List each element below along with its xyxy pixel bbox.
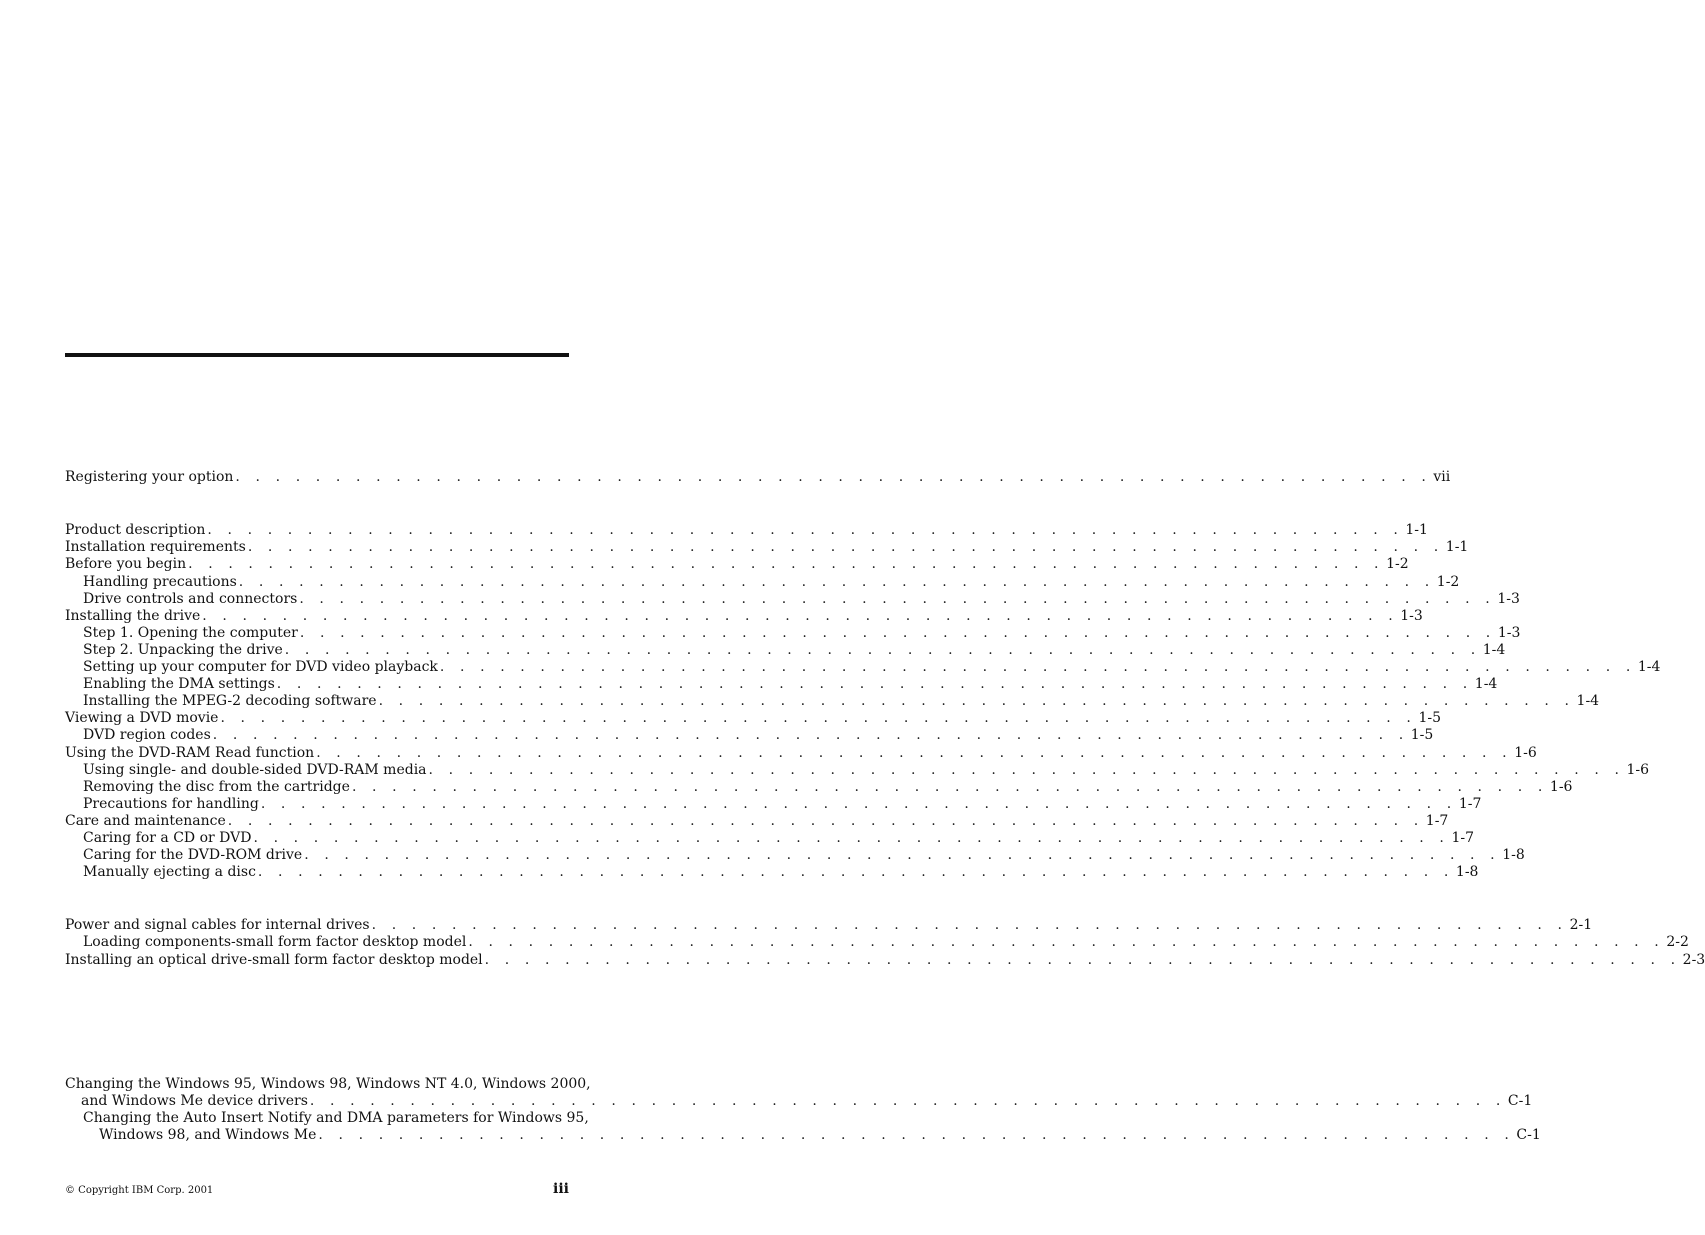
toc-entry-page: 2-1 <box>1569 917 1593 933</box>
toc-entry-dvd-video-playback[interactable] <box>83 659 1661 676</box>
toc-entry-page: 1-4 <box>1576 693 1600 709</box>
toc-entry-title: Precautions for handling <box>83 796 259 812</box>
toc-entry-page: 1-3 <box>1497 625 1521 641</box>
toc-entry-dvd-ram-read[interactable] <box>65 745 1537 762</box>
toc-entry-dvd-region-codes[interactable] <box>83 727 1434 744</box>
toc-entry-page: C-1 <box>1507 1093 1533 1109</box>
toc-entry-drive-controls[interactable] <box>83 591 1520 608</box>
dot-leader: . . . . . . . . . . . . . . . . . . . . . . . . . . . . . . . . . . . . . . . . . . . . . . . . . . . . . . . . . . . . <box>378 693 1575 709</box>
toc-entry-changing-windows-drivers[interactable]: Changing the Windows 95, Windows 98, Windows NT 4.0, Windows 2000, <box>65 1076 591 1092</box>
dot-leader: . . . . . . . . . . . . . . . . . . . . . . . . . . . . . . . . . . . . . . . . . . . . . . . . . . . . . . . . . . . . <box>351 779 1548 795</box>
dot-leader: . . . . . . . . . . . . . . . . . . . . . . . . . . . . . . . . . . . . . . . . . . . . . . . . . . . . . . . . . . . . <box>227 813 1424 829</box>
dot-leader: . . . . . . . . . . . . . . . . . . . . . . . . . . . . . . . . . . . . . . . . . . . . . . . . . . . . . . . . . . . . <box>238 574 1435 590</box>
toc-entry-page: C-1 <box>1516 1127 1541 1143</box>
toc-entry-title: Installing the drive <box>65 608 201 624</box>
dot-leader: . . . . . . . . . . . . . . . . . . . . . . . . . . . . . . . . . . . . . . . . . . . . . . . . . . . . . . . . . . . . <box>318 1127 1515 1143</box>
toc-entry-title: Using single- and double-sided DVD-RAM media <box>83 762 427 778</box>
toc-entry-step-1[interactable] <box>83 625 1521 642</box>
toc-entry-dvd-ram-media[interactable] <box>83 762 1650 779</box>
toc-entry-page: 1-3 <box>1400 608 1423 624</box>
toc-entry-caring-dvd-rom[interactable] <box>83 847 1525 864</box>
dot-leader: . . . . . . . . . . . . . . . . . . . . . . . . . . . . . . . . . . . . . . . . . . . . . . . . . . . . . . . . . . . . <box>428 762 1625 778</box>
toc-entry-title: Enabling the DMA settings <box>83 676 275 692</box>
toc-entry-manually-ejecting[interactable] <box>83 864 1479 881</box>
toc-entry-title: DVD region codes <box>83 727 211 743</box>
dot-leader: . . . . . . . . . . . . . . . . . . . . . . . . . . . . . . . . . . . . . . . . . . . . . . . . . . . . . . . . . . . . <box>235 469 1432 485</box>
dot-leader: . . . . . . . . . . . . . . . . . . . . . . . . . . . . . . . . . . . . . . . . . . . . . . . . . . . . . . . . . . . . <box>299 625 1496 641</box>
dot-leader: . . . . . . . . . . . . . . . . . . . . . . . . . . . . . . . . . . . . . . . . . . . . . . . . . . . . . . . . . . . . <box>316 745 1513 761</box>
toc-entry-title: Manually ejecting a disc <box>83 864 256 880</box>
toc-entry-product-description[interactable] <box>65 522 1428 539</box>
toc-entry-title: Installing an optical drive-small form factor desktop model <box>65 952 483 968</box>
toc-entry-caring-cd-dvd[interactable] <box>83 830 1475 847</box>
toc-entry-title: Caring for the DVD-ROM drive <box>83 847 303 863</box>
toc-entry-auto-insert-notify[interactable]: Changing the Auto Insert Notify and DMA parameters for Windows 95, <box>83 1110 589 1126</box>
toc-entry-page: 2-3 <box>1682 952 1705 968</box>
toc-entry-title: Handling precautions <box>83 574 237 590</box>
toc-entry-page: 1-8 <box>1455 864 1479 880</box>
copyright-notice: © Copyright IBM Corp. 2001 <box>65 1185 214 1196</box>
toc-entry-handling-precautions[interactable] <box>83 574 1460 591</box>
toc-entry-title: and Windows Me device drivers <box>81 1093 308 1109</box>
toc-entry-title: Caring for a CD or DVD <box>83 830 252 846</box>
toc-entry-page: 2-2 <box>1666 934 1689 950</box>
dot-leader: . . . . . . . . . . . . . . . . . . . . . . . . . . . . . . . . . . . . . . . . . . . . . . . . . . . . . . . . . . . . <box>247 539 1444 555</box>
toc-entry-auto-insert-notify-cont[interactable] <box>99 1127 1541 1144</box>
toc-entry-title: Before you begin <box>65 556 187 572</box>
toc-entry-title: Loading components-small form factor desktop model <box>83 934 467 950</box>
toc-entry-removing-disc[interactable] <box>83 779 1573 796</box>
toc-entry-title: Product description <box>65 522 206 538</box>
dot-leader: . . . . . . . . . . . . . . . . . . . . . . . . . . . . . . . . . . . . . . . . . . . . . . . . . . . . . . . . . . . . <box>260 796 1457 812</box>
toc-entry-title: Using the DVD-RAM Read function <box>65 745 315 761</box>
toc-entry-page: 1-2 <box>1386 556 1409 572</box>
toc-entry-care-maintenance[interactable] <box>65 813 1449 830</box>
page-number: iii <box>553 1181 569 1197</box>
dot-leader: . . . . . . . . . . . . . . . . . . . . . . . . . . . . . . . . . . . . . . . . . . . . . . . . . . . . . . . . . . . . <box>371 917 1568 933</box>
toc-entry-page: 1-6 <box>1549 779 1573 795</box>
toc-entry-title: Power and signal cables for internal drives <box>65 917 370 933</box>
dot-leader: . . . . . . . . . . . . . . . . . . . . . . . . . . . . . . . . . . . . . . . . . . . . . . . . . . . . . . . . . . . . <box>484 952 1681 968</box>
dot-leader: . . . . . . . . . . . . . . . . . . . . . . . . . . . . . . . . . . . . . . . . . . . . . . . . . . . . . . . . . . . . <box>207 522 1404 538</box>
table-of-contents <box>65 0 1705 1235</box>
toc-entry-step-2[interactable] <box>83 642 1506 659</box>
toc-entry-installing-optical-drive[interactable] <box>65 952 1705 969</box>
toc-entry-page: 1-3 <box>1497 591 1520 607</box>
dot-leader: . . . . . . . . . . . . . . . . . . . . . . . . . . . . . . . . . . . . . . . . . . . . . . . . . . . . . . . . . . . . <box>309 1093 1506 1109</box>
toc-entry-precautions-handling[interactable] <box>83 796 1482 813</box>
toc-entry-viewing-dvd-movie[interactable] <box>65 710 1441 727</box>
toc-entry-title: Removing the disc from the cartridge <box>83 779 350 795</box>
dot-leader: . . . . . . . . . . . . . . . . . . . . . . . . . . . . . . . . . . . . . . . . . . . . . . . . . . . . . . . . . . . . <box>468 934 1665 950</box>
toc-entry-page: vii <box>1433 469 1451 485</box>
dot-leader: . . . . . . . . . . . . . . . . . . . . . . . . . . . . . . . . . . . . . . . . . . . . . . . . . . . . . . . . . . . . <box>202 608 1399 624</box>
toc-entry-before-you-begin[interactable] <box>65 556 1409 573</box>
toc-entry-title: Installing the MPEG-2 decoding software <box>83 693 377 709</box>
toc-entry-installing-the-drive[interactable] <box>65 608 1423 625</box>
toc-entry-page: 1-8 <box>1502 847 1525 863</box>
toc-entry-page: 1-6 <box>1514 745 1537 761</box>
toc-entry-page: 1-4 <box>1482 642 1506 658</box>
toc-entry-mpeg2-software[interactable] <box>83 693 1600 710</box>
dot-leader: . . . . . . . . . . . . . . . . . . . . . . . . . . . . . . . . . . . . . . . . . . . . . . . . . . . . . . . . . . . . <box>212 727 1409 743</box>
toc-entry-title: Setting up your computer for DVD video playback <box>83 659 438 675</box>
toc-entry-title: Step 2. Unpacking the drive <box>83 642 283 658</box>
dot-leader: . . . . . . . . . . . . . . . . . . . . . . . . . . . . . . . . . . . . . . . . . . . . . . . . . . . . . . . . . . . . <box>220 710 1417 726</box>
dot-leader: . . . . . . . . . . . . . . . . . . . . . . . . . . . . . . . . . . . . . . . . . . . . . . . . . . . . . . . . . . . . <box>284 642 1481 658</box>
toc-entry-page: 1-6 <box>1626 762 1650 778</box>
toc-entry-title: Drive controls and connectors <box>83 591 298 607</box>
toc-entry-installation-requirements[interactable] <box>65 539 1469 556</box>
dot-leader: . . . . . . . . . . . . . . . . . . . . . . . . . . . . . . . . . . . . . . . . . . . . . . . . . . . . . . . . . . . . <box>257 864 1454 880</box>
toc-entry-title: Windows 98, and Windows Me <box>99 1127 317 1143</box>
toc-entry-title: Step 1. Opening the computer <box>83 625 298 641</box>
dot-leader: . . . . . . . . . . . . . . . . . . . . . . . . . . . . . . . . . . . . . . . . . . . . . . . . . . . . . . . . . . . . <box>276 676 1473 692</box>
toc-entry-page: 1-1 <box>1445 539 1469 555</box>
dot-leader: . . . . . . . . . . . . . . . . . . . . . . . . . . . . . . . . . . . . . . . . . . . . . . . . . . . . . . . . . . . . <box>253 830 1450 846</box>
toc-entry-dma-settings[interactable] <box>83 676 1498 693</box>
toc-entry-page: 1-7 <box>1451 830 1475 846</box>
toc-entry-page: 1-5 <box>1410 727 1434 743</box>
toc-entry-title: Registering your option <box>65 469 234 485</box>
toc-entry-page: 1-4 <box>1637 659 1661 675</box>
toc-entry-page: 1-5 <box>1418 710 1441 726</box>
toc-entry-title: Viewing a DVD movie <box>65 710 219 726</box>
toc-entry-page: 1-7 <box>1425 813 1449 829</box>
toc-entry-title: Installation requirements <box>65 539 246 555</box>
toc-entry-page: 1-4 <box>1474 676 1498 692</box>
toc-entry-page: 1-7 <box>1458 796 1482 812</box>
dot-leader: . . . . . . . . . . . . . . . . . . . . . . . . . . . . . . . . . . . . . . . . . . . . . . . . . . . . . . . . . . . . <box>299 591 1496 607</box>
dot-leader: . . . . . . . . . . . . . . . . . . . . . . . . . . . . . . . . . . . . . . . . . . . . . . . . . . . . . . . . . . . . <box>188 556 1385 572</box>
dot-leader: . . . . . . . . . . . . . . . . . . . . . . . . . . . . . . . . . . . . . . . . . . . . . . . . . . . . . . . . . . . . <box>304 847 1501 863</box>
toc-entry-page: 1-2 <box>1436 574 1460 590</box>
toc-entry-changing-windows-drivers-cont[interactable] <box>81 1093 1533 1110</box>
toc-entry-page: 1-1 <box>1405 522 1428 538</box>
toc-entry-registering-your-option[interactable] <box>65 469 1451 486</box>
toc-entry-title: Care and maintenance <box>65 813 226 829</box>
toc-entry-power-signal-cables[interactable] <box>65 917 1593 934</box>
dot-leader: . . . . . . . . . . . . . . . . . . . . . . . . . . . . . . . . . . . . . . . . . . . . . . . . . . . . . . . . . . . . <box>439 659 1636 675</box>
toc-entry-loading-components[interactable] <box>83 934 1689 951</box>
